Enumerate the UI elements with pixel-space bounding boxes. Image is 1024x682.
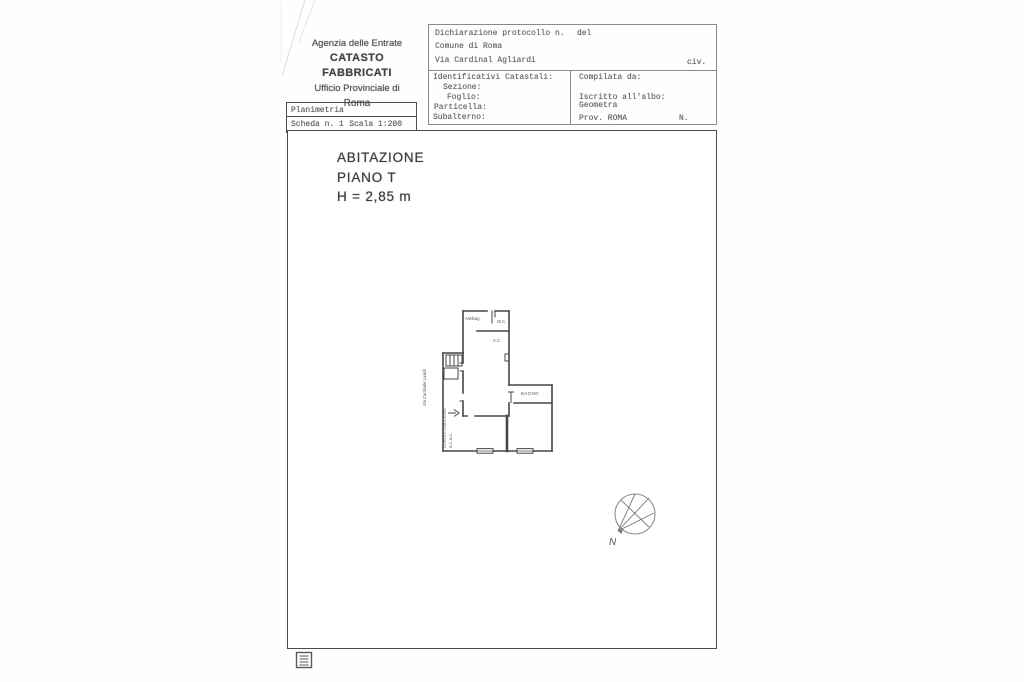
- sezione-label: Sezione:: [443, 83, 482, 92]
- room-label-wc: W.C.: [497, 319, 507, 324]
- compilata-column: [571, 71, 716, 124]
- room-label-ac: A.C.: [493, 338, 502, 343]
- entrance-stairs-icon: [446, 355, 462, 366]
- drawing-title: [337, 148, 424, 207]
- room-label-antibagno: Antibag.: [465, 316, 481, 321]
- floor-plan: [415, 298, 575, 470]
- scheda-number: Scheda n. 1: [291, 120, 344, 129]
- compilata-label: Compilata da:: [579, 73, 642, 82]
- compass-rose-icon: [604, 487, 666, 551]
- stamp-catasto: CATASTO FABBRICATI: [322, 52, 392, 79]
- floor-label: PIANO T: [337, 169, 397, 185]
- catastali-column: [429, 71, 571, 124]
- del-label: del: [577, 29, 592, 38]
- planimetria-box: [286, 102, 417, 133]
- courtyard-label: CORTILE D'ACCESSO: [442, 407, 447, 448]
- plan-walls: [443, 311, 552, 451]
- height-label: H = 2,85 m: [337, 189, 412, 204]
- iscritto-label: Iscritto all'albo:: [579, 93, 666, 102]
- courtyard-sub-label: B.C.N.C.: [448, 432, 453, 448]
- room-labels: [422, 316, 539, 448]
- stamp-city: Roma: [343, 98, 371, 109]
- foglio-label: Foglio:: [447, 93, 481, 102]
- street-label: Via Cardinal Agliardi: [435, 56, 536, 65]
- entrance-arrow-icon: [448, 410, 459, 417]
- stamp-agency: Agenzia delle Entrate: [311, 38, 403, 49]
- subalterno-label: Subalterno:: [433, 113, 486, 122]
- office-stamp: [296, 36, 418, 111]
- comune-label: Comune di Roma: [435, 42, 503, 51]
- street-name-label: Via Cardinale Lualdi: [422, 369, 427, 406]
- particella-label: Particella:: [434, 103, 487, 112]
- prov-label: Prov. ROMA: [579, 114, 628, 123]
- geometra-label: Geometra: [579, 101, 618, 110]
- protocol-label: Dichiarazione protocollo n.: [435, 29, 565, 38]
- form-row-identifiers: [429, 71, 716, 124]
- plan-partitions: [460, 311, 509, 401]
- n-label: N.: [679, 114, 689, 123]
- stamp-office: Ufficio Provinciale di: [314, 83, 400, 94]
- compass-north-label: N: [609, 537, 617, 548]
- document-icon: [295, 651, 314, 670]
- form-row-declaration: [429, 25, 716, 71]
- planimetria-title: Planimetria: [287, 103, 416, 117]
- courtyard-closet-icon: [444, 368, 458, 379]
- dwelling-type: ABITAZIONE: [337, 150, 425, 165]
- room-label-bagno: BAGNO: [521, 391, 539, 396]
- bagno-door-icon: [508, 392, 514, 403]
- catastali-title: Identificativi Catastali:: [433, 73, 554, 82]
- civ-label: civ.: [687, 58, 707, 67]
- scale-value: Scala 1:200: [349, 120, 402, 129]
- declaration-form: [428, 24, 717, 125]
